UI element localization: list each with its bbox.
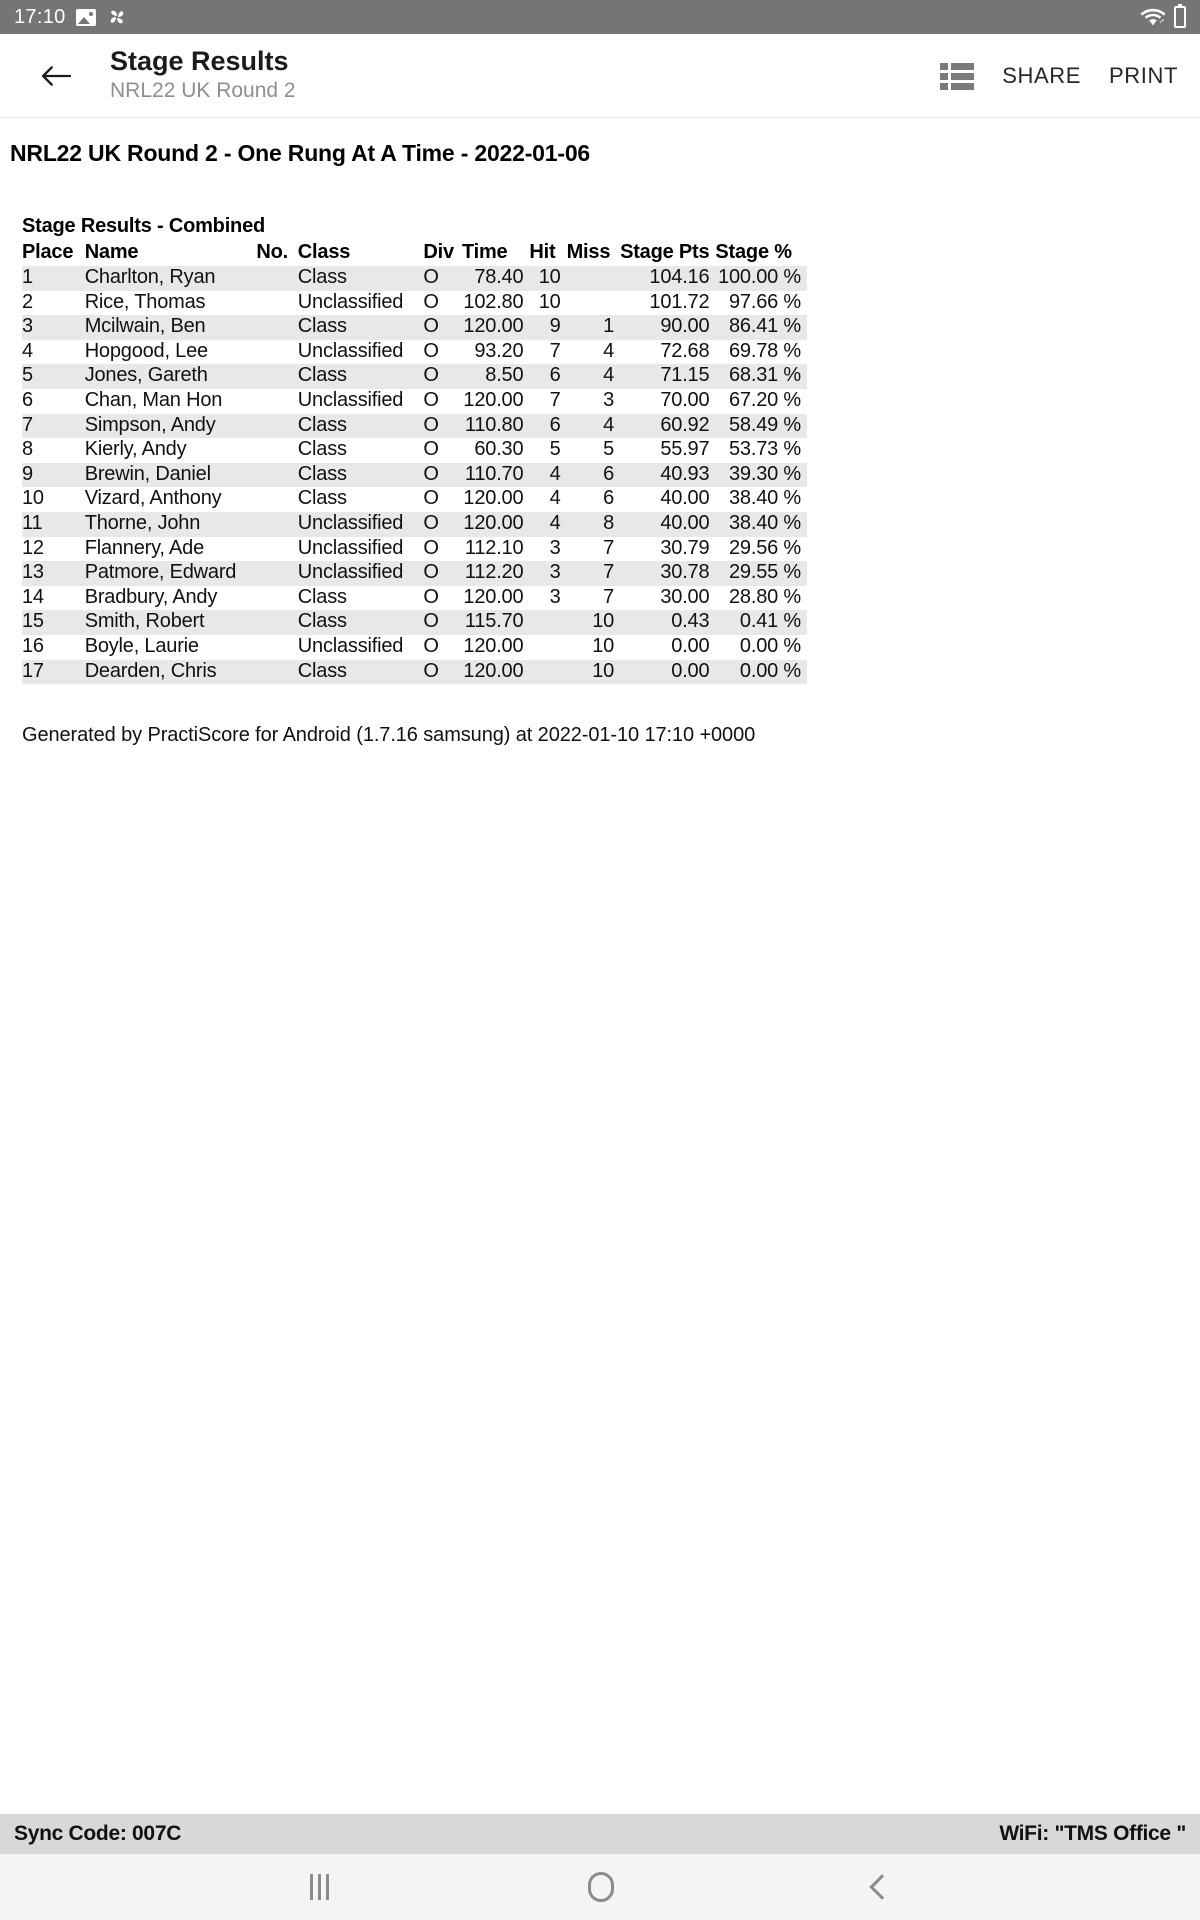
cell-class: Class (297, 610, 347, 633)
cell-place: 13 (22, 561, 44, 584)
cell-stage-pts: 55.97 (660, 438, 710, 461)
table-row[interactable] (22, 487, 807, 512)
cell-no (256, 512, 297, 537)
cell-miss: 1 (603, 315, 615, 338)
table-header (22, 240, 807, 266)
cell-hit: 7 (549, 388, 561, 411)
table-row[interactable] (22, 414, 807, 439)
photo-icon (76, 9, 96, 26)
status-bar-clock: 17:10 (14, 5, 66, 28)
cell-stage-pct: 53.73 % (729, 438, 801, 461)
cell-miss (567, 266, 620, 291)
cell-time: 120.00 (463, 659, 524, 682)
cell-miss: 10 (592, 634, 615, 657)
cell-no (256, 414, 297, 439)
generated-by-text: Generated by PractiScore for Android (1.7.16 samsung) at 2022-01-10 17:10 +0000 (22, 724, 756, 747)
cell-hit: 3 (549, 585, 561, 608)
cell-name: Thorne, John (84, 511, 201, 534)
cell-no (256, 389, 297, 414)
cell-stage-pct: 39.30 % (729, 462, 801, 485)
cell-hit: 3 (549, 561, 561, 584)
cell-miss: 8 (603, 511, 615, 534)
cell-place: 12 (22, 536, 44, 559)
table-row[interactable] (22, 586, 807, 611)
cell-miss (567, 291, 620, 316)
cell-place: 10 (22, 487, 44, 510)
cell-name: Rice, Thomas (84, 290, 206, 313)
cell-div: O (423, 266, 439, 288)
cell-miss: 7 (603, 585, 615, 608)
cell-no (256, 610, 297, 635)
status-bar-right (1140, 6, 1186, 28)
cell-place: 3 (22, 315, 33, 338)
back-button[interactable] (30, 50, 82, 102)
cell-class: Class (297, 487, 347, 510)
cell-hit: 9 (549, 315, 561, 338)
cell-div: O (423, 364, 439, 387)
table-row[interactable] (22, 389, 807, 414)
cell-name: Simpson, Andy (84, 413, 216, 436)
cell-div: O (423, 561, 439, 584)
cell-miss: 7 (603, 536, 615, 559)
cell-time: 120.00 (463, 585, 524, 608)
cell-hit: 5 (549, 438, 561, 461)
cell-stage-pct: 0.00 % (739, 659, 801, 682)
cell-no (256, 635, 297, 660)
table-row[interactable] (22, 660, 807, 685)
cell-stage-pts: 70.00 (660, 388, 710, 411)
cell-class: Unclassified (297, 561, 404, 584)
cell-place: 15 (22, 610, 44, 633)
column-header-time: Time (461, 241, 508, 263)
cell-place: 1 (22, 266, 33, 288)
cell-name: Hopgood, Lee (84, 339, 208, 362)
cell-miss: 4 (603, 364, 615, 387)
status-bar-left (14, 6, 128, 29)
cell-no (256, 315, 297, 340)
cell-stage-pts: 0.43 (671, 610, 710, 633)
cell-no (256, 291, 297, 316)
cell-miss: 7 (603, 561, 615, 584)
cell-no (256, 561, 297, 586)
cell-no (256, 438, 297, 463)
cell-stage-pts: 0.00 (671, 659, 710, 682)
cell-stage-pct: 28.80 % (729, 585, 801, 608)
share-button[interactable]: SHARE (1002, 62, 1081, 88)
column-header-div: Div (423, 241, 454, 263)
cell-class: Class (297, 659, 347, 682)
cell-stage-pts: 40.93 (660, 462, 710, 485)
cell-time: 120.00 (463, 511, 524, 534)
cell-class: Unclassified (297, 634, 404, 657)
cell-name: Flannery, Ade (84, 536, 205, 559)
wifi-label: WiFi: "TMS Office " (999, 1822, 1186, 1845)
column-header-place: Place (22, 241, 74, 263)
cell-class: Unclassified (297, 339, 404, 362)
battery-icon (1174, 6, 1186, 28)
cell-hit: 6 (549, 413, 561, 436)
cell-hit: 3 (549, 536, 561, 559)
cell-time: 102.80 (463, 290, 524, 313)
cell-time: 110.80 (464, 413, 524, 436)
cell-div: O (423, 339, 439, 362)
cell-div: O (423, 487, 439, 510)
pinwheel-icon (106, 6, 128, 28)
cell-no (256, 463, 297, 488)
android-nav-bar (0, 1854, 1200, 1920)
cell-time: 120.00 (463, 487, 524, 510)
cell-stage-pct: 97.66 % (729, 290, 801, 313)
cell-place: 4 (22, 339, 33, 362)
cell-stage-pct: 0.41 % (739, 610, 801, 633)
cell-stage-pts: 60.92 (660, 413, 710, 436)
cell-name: Vizard, Anthony (84, 487, 222, 510)
cell-stage-pct: 68.31 % (729, 364, 801, 387)
table-body (22, 266, 807, 684)
cell-time: 93.20 (474, 339, 524, 362)
table-row[interactable] (22, 537, 807, 562)
cell-time: 112.20 (464, 561, 524, 584)
cell-class: Class (297, 315, 347, 338)
cell-time: 110.70 (464, 462, 524, 485)
cell-no (256, 586, 297, 611)
cell-stage-pts: 90.00 (660, 315, 710, 338)
print-button[interactable]: PRINT (1109, 62, 1178, 88)
cell-time: 8.50 (485, 364, 524, 387)
cell-stage-pct: 67.20 % (729, 388, 801, 411)
cell-hit: 10 (538, 266, 561, 288)
table-row[interactable] (22, 635, 807, 660)
cell-stage-pct: 0.00 % (739, 634, 801, 657)
table-row[interactable] (22, 291, 807, 316)
table-row[interactable] (22, 561, 807, 586)
recents-icon[interactable] (310, 1874, 329, 1900)
cell-stage-pct: 38.40 % (729, 487, 801, 510)
cell-hit: 4 (549, 462, 561, 485)
cell-stage-pts: 40.00 (660, 487, 710, 510)
table-row[interactable] (22, 610, 807, 635)
android-status-bar (0, 0, 1200, 34)
cell-stage-pts: 71.15 (660, 364, 710, 387)
cell-name: Boyle, Laurie (84, 634, 199, 657)
cell-place: 11 (22, 511, 43, 534)
cell-time: 120.00 (463, 388, 524, 411)
cell-name: Charlton, Ryan (84, 266, 216, 288)
cell-hit (529, 660, 566, 685)
cell-hit: 10 (538, 290, 561, 313)
cell-time: 78.40 (474, 266, 524, 288)
cell-div: O (423, 315, 439, 338)
cell-place: 2 (22, 290, 33, 313)
cell-time: 112.10 (464, 536, 524, 559)
cell-name: Smith, Robert (84, 610, 205, 633)
cell-no (256, 364, 297, 389)
home-icon[interactable] (588, 1872, 614, 1902)
cell-div: O (423, 634, 439, 657)
nav-back-icon[interactable] (869, 1874, 894, 1899)
cell-hit: 4 (549, 511, 561, 534)
table-row[interactable] (22, 364, 807, 389)
cell-name: Kierly, Andy (84, 438, 187, 461)
cell-class: Class (297, 413, 347, 436)
cell-place: 17 (22, 659, 44, 682)
column-header-hit: Hit (529, 241, 556, 263)
cell-stage-pct: 29.55 % (729, 561, 801, 584)
cell-stage-pct: 100.00 % (718, 266, 801, 288)
cell-no (256, 487, 297, 512)
cell-div: O (423, 290, 439, 313)
back-arrow-icon (41, 63, 71, 89)
cell-miss: 10 (592, 659, 615, 682)
cell-miss: 3 (603, 388, 615, 411)
wifi-icon (1140, 7, 1166, 27)
cell-name: Patmore, Edward (84, 561, 237, 584)
column-header-stage-pts: Stage Pts (620, 241, 710, 263)
column-header-no: No. (256, 241, 288, 263)
cell-class: Unclassified (297, 511, 404, 534)
cell-div: O (423, 610, 439, 633)
cell-hit: 4 (549, 487, 561, 510)
cell-stage-pts: 0.00 (671, 634, 710, 657)
cell-miss: 4 (603, 413, 615, 436)
table-row[interactable] (22, 266, 807, 291)
cell-name: Brewin, Daniel (84, 462, 211, 485)
cell-stage-pts: 30.00 (660, 585, 710, 608)
cell-name: Mcilwain, Ben (84, 315, 206, 338)
sync-status-bar (0, 1814, 1200, 1854)
cell-place: 5 (22, 364, 33, 387)
cell-no (256, 660, 297, 685)
cell-stage-pct: 58.49 % (729, 413, 801, 436)
cell-miss: 6 (603, 462, 615, 485)
cell-class: Unclassified (297, 290, 404, 313)
cell-div: O (423, 511, 439, 534)
cell-miss: 10 (592, 610, 615, 633)
column-header-miss: Miss (566, 241, 611, 263)
table-row[interactable] (22, 512, 807, 537)
cell-place: 14 (22, 585, 44, 608)
table-row[interactable] (22, 340, 807, 365)
page-title: Stage Results (110, 46, 289, 77)
cell-miss: 4 (603, 339, 615, 362)
table-row[interactable] (22, 438, 807, 463)
sync-code-label: Sync Code: 007C (14, 1822, 182, 1845)
cell-name: Jones, Gareth (84, 364, 208, 387)
report-body (0, 118, 1200, 747)
cell-place: 16 (22, 634, 44, 657)
cell-hit: 7 (549, 339, 561, 362)
stage-results-table (22, 240, 807, 684)
section-label: Stage Results - Combined (22, 215, 266, 237)
cell-class: Class (297, 438, 347, 461)
cell-time: 120.00 (463, 315, 524, 338)
cell-div: O (423, 388, 439, 411)
cell-stage-pct: 38.40 % (729, 511, 801, 534)
app-bar (0, 34, 1200, 118)
cell-stage-pts: 40.00 (660, 511, 710, 534)
cell-place: 7 (22, 413, 33, 436)
cell-div: O (423, 659, 439, 682)
cell-stage-pct: 29.56 % (729, 536, 801, 559)
cell-div: O (423, 413, 439, 436)
cell-miss: 6 (603, 487, 615, 510)
page-subtitle: NRL22 UK Round 2 (110, 79, 296, 103)
list-view-icon[interactable] (940, 61, 974, 91)
table-row[interactable] (22, 315, 807, 340)
cell-hit (529, 610, 566, 635)
cell-stage-pts: 30.79 (660, 536, 710, 559)
column-header-stage-pct: Stage % (715, 241, 792, 263)
cell-stage-pct: 69.78 % (729, 339, 801, 362)
app-bar-actions (940, 61, 1178, 91)
cell-no (256, 537, 297, 562)
cell-place: 6 (22, 388, 33, 411)
table-row[interactable] (22, 463, 807, 488)
cell-name: Chan, Man Hon (84, 388, 223, 411)
cell-stage-pts: 104.16 (649, 266, 710, 288)
report-title: NRL22 UK Round 2 - One Rung At A Time - 2022-01-06 (10, 140, 591, 166)
cell-div: O (423, 536, 439, 559)
cell-class: Class (297, 364, 347, 387)
cell-time: 60.30 (474, 438, 524, 461)
cell-stage-pct: 86.41 % (729, 315, 801, 338)
cell-name: Dearden, Chris (84, 659, 217, 682)
table-header-row (22, 240, 807, 266)
cell-no (256, 266, 297, 291)
cell-stage-pts: 101.72 (649, 290, 710, 313)
cell-time: 115.70 (464, 610, 524, 633)
column-header-class: Class (297, 241, 351, 263)
cell-class: Class (297, 266, 347, 288)
cell-no (256, 340, 297, 365)
cell-hit (529, 635, 566, 660)
cell-class: Unclassified (297, 536, 404, 559)
column-header-name: Name (84, 241, 139, 263)
cell-name: Bradbury, Andy (84, 585, 218, 608)
cell-hit: 6 (549, 364, 561, 387)
cell-time: 120.00 (463, 634, 524, 657)
cell-div: O (423, 462, 439, 485)
cell-miss: 5 (603, 438, 615, 461)
cell-place: 8 (22, 438, 33, 461)
cell-div: O (423, 585, 439, 608)
cell-class: Class (297, 462, 347, 485)
app-bar-titles (110, 46, 296, 104)
cell-div: O (423, 438, 439, 461)
cell-class: Unclassified (297, 388, 404, 411)
cell-class: Class (297, 585, 347, 608)
cell-stage-pts: 72.68 (660, 339, 710, 362)
cell-stage-pts: 30.78 (660, 561, 710, 584)
cell-place: 9 (22, 462, 33, 485)
